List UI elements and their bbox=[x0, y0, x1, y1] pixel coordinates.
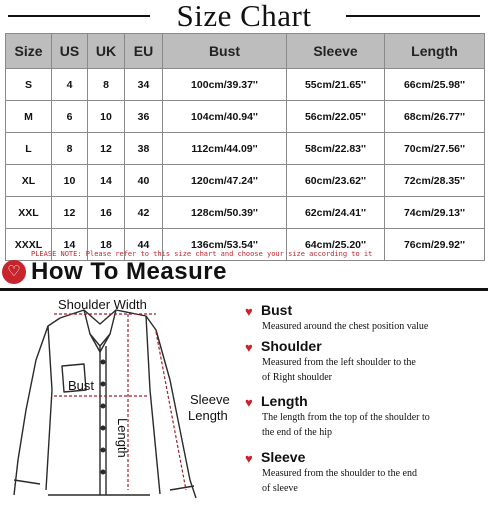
definition-line: of sleeve bbox=[262, 483, 298, 494]
table-cell: 58cm/22.83'' bbox=[287, 133, 385, 165]
sleeve-length-label: Length bbox=[188, 408, 228, 423]
table-cell: 36 bbox=[125, 101, 163, 133]
table-cell: XXL bbox=[6, 197, 52, 229]
table-cell: 6 bbox=[52, 101, 88, 133]
table-cell: 10 bbox=[52, 165, 88, 197]
table-header-row bbox=[6, 34, 485, 69]
column-header: Length bbox=[385, 34, 485, 69]
table-cell: 12 bbox=[88, 133, 125, 165]
definition-title: Sleeve bbox=[261, 449, 306, 465]
heart-icon: ♥ bbox=[245, 451, 253, 466]
column-header: EU bbox=[125, 34, 163, 69]
definition-line: the end of the hip bbox=[262, 427, 332, 438]
table-cell: 14 bbox=[88, 165, 125, 197]
column-header: Bust bbox=[163, 34, 287, 69]
table-cell: M bbox=[6, 101, 52, 133]
table-cell: XL bbox=[6, 165, 52, 197]
table-cell: 60cm/23.62'' bbox=[287, 165, 385, 197]
table-cell: 12 bbox=[52, 197, 88, 229]
shirt-diagram bbox=[0, 290, 240, 500]
sleeve-label: Sleeve bbox=[190, 392, 230, 407]
table-row bbox=[6, 165, 485, 197]
definition-title: Length bbox=[261, 393, 308, 409]
size-table bbox=[5, 33, 485, 261]
definition-text bbox=[262, 466, 417, 496]
bust-label: Bust bbox=[68, 378, 95, 393]
heart-icon: ♡ bbox=[2, 260, 26, 284]
table-row bbox=[6, 197, 485, 229]
title-rule-right bbox=[346, 15, 480, 17]
table-cell: 55cm/21.65'' bbox=[287, 69, 385, 101]
table-cell: 14 bbox=[52, 229, 88, 261]
table-cell: 8 bbox=[52, 133, 88, 165]
definition-line: Measured around the chest position value bbox=[262, 321, 429, 332]
table-cell: 44 bbox=[125, 229, 163, 261]
table-cell: 16 bbox=[88, 197, 125, 229]
definition-text bbox=[262, 319, 428, 334]
table-row bbox=[6, 133, 485, 165]
table-cell: 38 bbox=[125, 133, 163, 165]
table-cell: 62cm/24.41'' bbox=[287, 197, 385, 229]
column-header: UK bbox=[88, 34, 125, 69]
table-cell: 56cm/22.05'' bbox=[287, 101, 385, 133]
table-cell: S bbox=[6, 69, 52, 101]
column-header: Size bbox=[6, 34, 52, 69]
definition-title: Bust bbox=[261, 302, 293, 318]
definition-line: Measured from the shoulder to the end bbox=[262, 468, 417, 479]
table-cell: 136cm/53.54'' bbox=[163, 229, 287, 261]
table-cell: 104cm/40.94'' bbox=[163, 101, 287, 133]
heart-icon: ♥ bbox=[245, 340, 253, 355]
table-cell: 68cm/26.77'' bbox=[385, 101, 485, 133]
definition-text bbox=[262, 355, 416, 385]
table-cell: 34 bbox=[125, 69, 163, 101]
definition-text bbox=[262, 410, 430, 440]
table-cell: 18 bbox=[88, 229, 125, 261]
table-row bbox=[6, 101, 485, 133]
table-cell: 112cm/44.09'' bbox=[163, 133, 287, 165]
table-cell: XXXL bbox=[6, 229, 52, 261]
heart-icon: ♥ bbox=[245, 304, 253, 319]
how-to-measure-title: How To Measure bbox=[31, 258, 227, 285]
definition-line: of Right shoulder bbox=[262, 372, 332, 383]
length-label: Length bbox=[115, 418, 130, 458]
size-chart-title: Size Chart bbox=[176, 0, 312, 33]
heart-icon: ♥ bbox=[245, 395, 253, 410]
definition-line: Measured from the left shoulder to the bbox=[262, 357, 416, 368]
size-note: PLEASE NOTE: Please refer to this size chart and choose your size according to it bbox=[31, 250, 373, 258]
table-cell: L bbox=[6, 133, 52, 165]
table-cell: 100cm/39.37'' bbox=[163, 69, 287, 101]
table-cell: 8 bbox=[88, 69, 125, 101]
table-cell: 66cm/25.98'' bbox=[385, 69, 485, 101]
definition-title: Shoulder bbox=[261, 338, 322, 354]
table-cell: 42 bbox=[125, 197, 163, 229]
table-cell: 40 bbox=[125, 165, 163, 197]
table-cell: 128cm/50.39'' bbox=[163, 197, 287, 229]
table-cell: 10 bbox=[88, 101, 125, 133]
table-cell: 70cm/27.56'' bbox=[385, 133, 485, 165]
shoulder-width-label: Shoulder Width bbox=[58, 297, 147, 312]
table-row bbox=[6, 69, 485, 101]
table-cell: 64cm/25.20'' bbox=[287, 229, 385, 261]
table-cell: 76cm/29.92'' bbox=[385, 229, 485, 261]
definition-line: The length from the top of the shoulder to bbox=[262, 412, 430, 423]
how-to-measure-header bbox=[0, 258, 488, 290]
table-cell: 120cm/47.24'' bbox=[163, 165, 287, 197]
table-cell: 4 bbox=[52, 69, 88, 101]
column-header: Sleeve bbox=[287, 34, 385, 69]
table-cell: 72cm/28.35'' bbox=[385, 165, 485, 197]
table-cell: 74cm/29.13'' bbox=[385, 197, 485, 229]
size-chart-header bbox=[0, 0, 488, 32]
column-header: US bbox=[52, 34, 88, 69]
